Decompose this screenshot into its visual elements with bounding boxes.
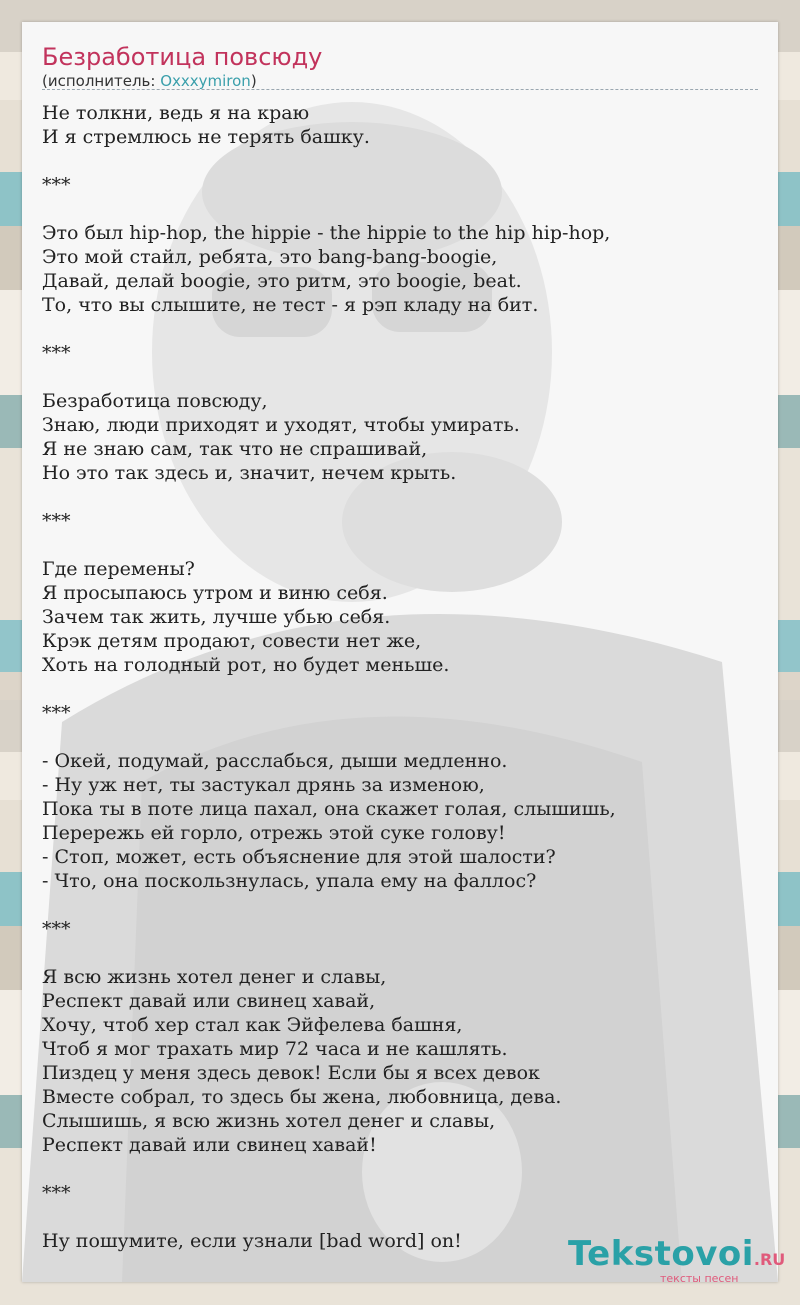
lyric-line: Перережь ей горло, отрежь этой суке голову! xyxy=(42,822,506,844)
lyric-line: Слышишь, я всю жизнь хотел денег и славы, xyxy=(42,1110,496,1132)
lyric-line: Безработица повсюду, xyxy=(42,390,268,412)
stanza-separator: *** xyxy=(42,510,71,532)
lyric-line xyxy=(42,197,758,221)
stanza-separator: *** xyxy=(42,702,71,724)
header-divider xyxy=(42,89,758,90)
stanza-separator: *** xyxy=(42,1182,71,1204)
lyric-line: Пока ты в поте лица пахал, она скажет голая, слышишь, xyxy=(42,798,616,820)
lyric-line: Это мой стайл, ребята, это bang-bang-boogie, xyxy=(42,246,498,268)
logo-tagline: тексты песен xyxy=(660,1272,739,1285)
lyric-line: Пиздец у меня здесь девок! Если бы я всех девок xyxy=(42,1062,540,1084)
lyric-line: Вместе собрал, то здесь бы жена, любовница, дева. xyxy=(42,1086,562,1108)
lyric-line: То, что вы слышите, не тест - я рэп кладу на бит. xyxy=(42,294,539,316)
logo-tld: .RU xyxy=(753,1250,786,1269)
stanza-separator: *** xyxy=(42,918,71,940)
lyric-line: И я стремлюсь не терять башку. xyxy=(42,126,370,148)
lyric-line xyxy=(42,893,758,917)
lyric-line: Респект давай или свинец хавай! xyxy=(42,1134,377,1156)
lyric-line: - Стоп, может, есть объяснение для этой шалости? xyxy=(42,846,556,868)
site-logo[interactable] xyxy=(568,1234,786,1285)
lyric-line: - Что, она поскользнулась, упала ему на фаллос? xyxy=(42,870,537,892)
lyric-line: Но это так здесь и, значит, нечем крыть. xyxy=(42,462,457,484)
lyric-line: Не толкни, ведь я на краю xyxy=(42,102,310,124)
lyric-line: Зачем так жить, лучше убью себя. xyxy=(42,606,391,628)
lyric-line xyxy=(42,317,758,341)
lyric-line xyxy=(42,365,758,389)
lyric-line: Давай, делай boogie, это ритм, это boogie, beat. xyxy=(42,270,522,292)
lyric-line xyxy=(42,1157,758,1181)
artist-line xyxy=(42,72,758,90)
lyric-line xyxy=(42,533,758,557)
lyric-line: Это был hip-hop, the hippie - the hippie to the hip hip-hop, xyxy=(42,222,611,244)
stanza-separator: *** xyxy=(42,342,71,364)
lyric-line: Чтоб я мог трахать мир 72 часа и не кашлять. xyxy=(42,1038,508,1060)
song-title: Безработица повсюду xyxy=(42,43,323,71)
lyric-line: Крэк детям продают, совести нет же, xyxy=(42,630,422,652)
lyric-line: Ну пошумите, если узнали [bad word] on! xyxy=(42,1230,462,1252)
lyric-line xyxy=(42,149,758,173)
song-header xyxy=(42,42,758,90)
lyric-line xyxy=(42,725,758,749)
lyric-line xyxy=(42,1205,758,1229)
stanza-separator: *** xyxy=(42,174,71,196)
artist-prefix: (исполнитель: xyxy=(42,72,161,90)
lyric-line xyxy=(42,941,758,965)
lyric-line: Хоть на голодный рот, но будет меньше. xyxy=(42,654,450,676)
lyric-line: - Ну уж нет, ты застукал дрянь за изменою, xyxy=(42,774,485,796)
lyric-line: Знаю, люди приходят и уходят, чтобы умирать. xyxy=(42,414,520,436)
artist-link[interactable]: Oxxxymiron xyxy=(160,72,251,90)
logo-wordmark: Tekstovoi xyxy=(568,1234,754,1274)
lyric-line xyxy=(42,677,758,701)
lyric-line: - Окей, подумай, расслабься, дыши медленно. xyxy=(42,750,508,772)
lyric-line: Я просыпаюсь утром и виню себя. xyxy=(42,582,388,604)
lyric-line: Я не знаю сам, так что не спрашивай, xyxy=(42,438,428,460)
lyric-line: Хочу, чтоб хер стал как Эйфелева башня, xyxy=(42,1014,463,1036)
lyrics-card xyxy=(22,22,786,1285)
lyric-line: Где перемены? xyxy=(42,558,195,580)
lyrics-text xyxy=(42,101,758,1253)
lyric-line: Респект давай или свинец хавай, xyxy=(42,990,376,1012)
lyric-line xyxy=(42,485,758,509)
artist-suffix: ) xyxy=(250,72,257,90)
lyric-line: Я всю жизнь хотел денег и славы, xyxy=(42,966,387,988)
